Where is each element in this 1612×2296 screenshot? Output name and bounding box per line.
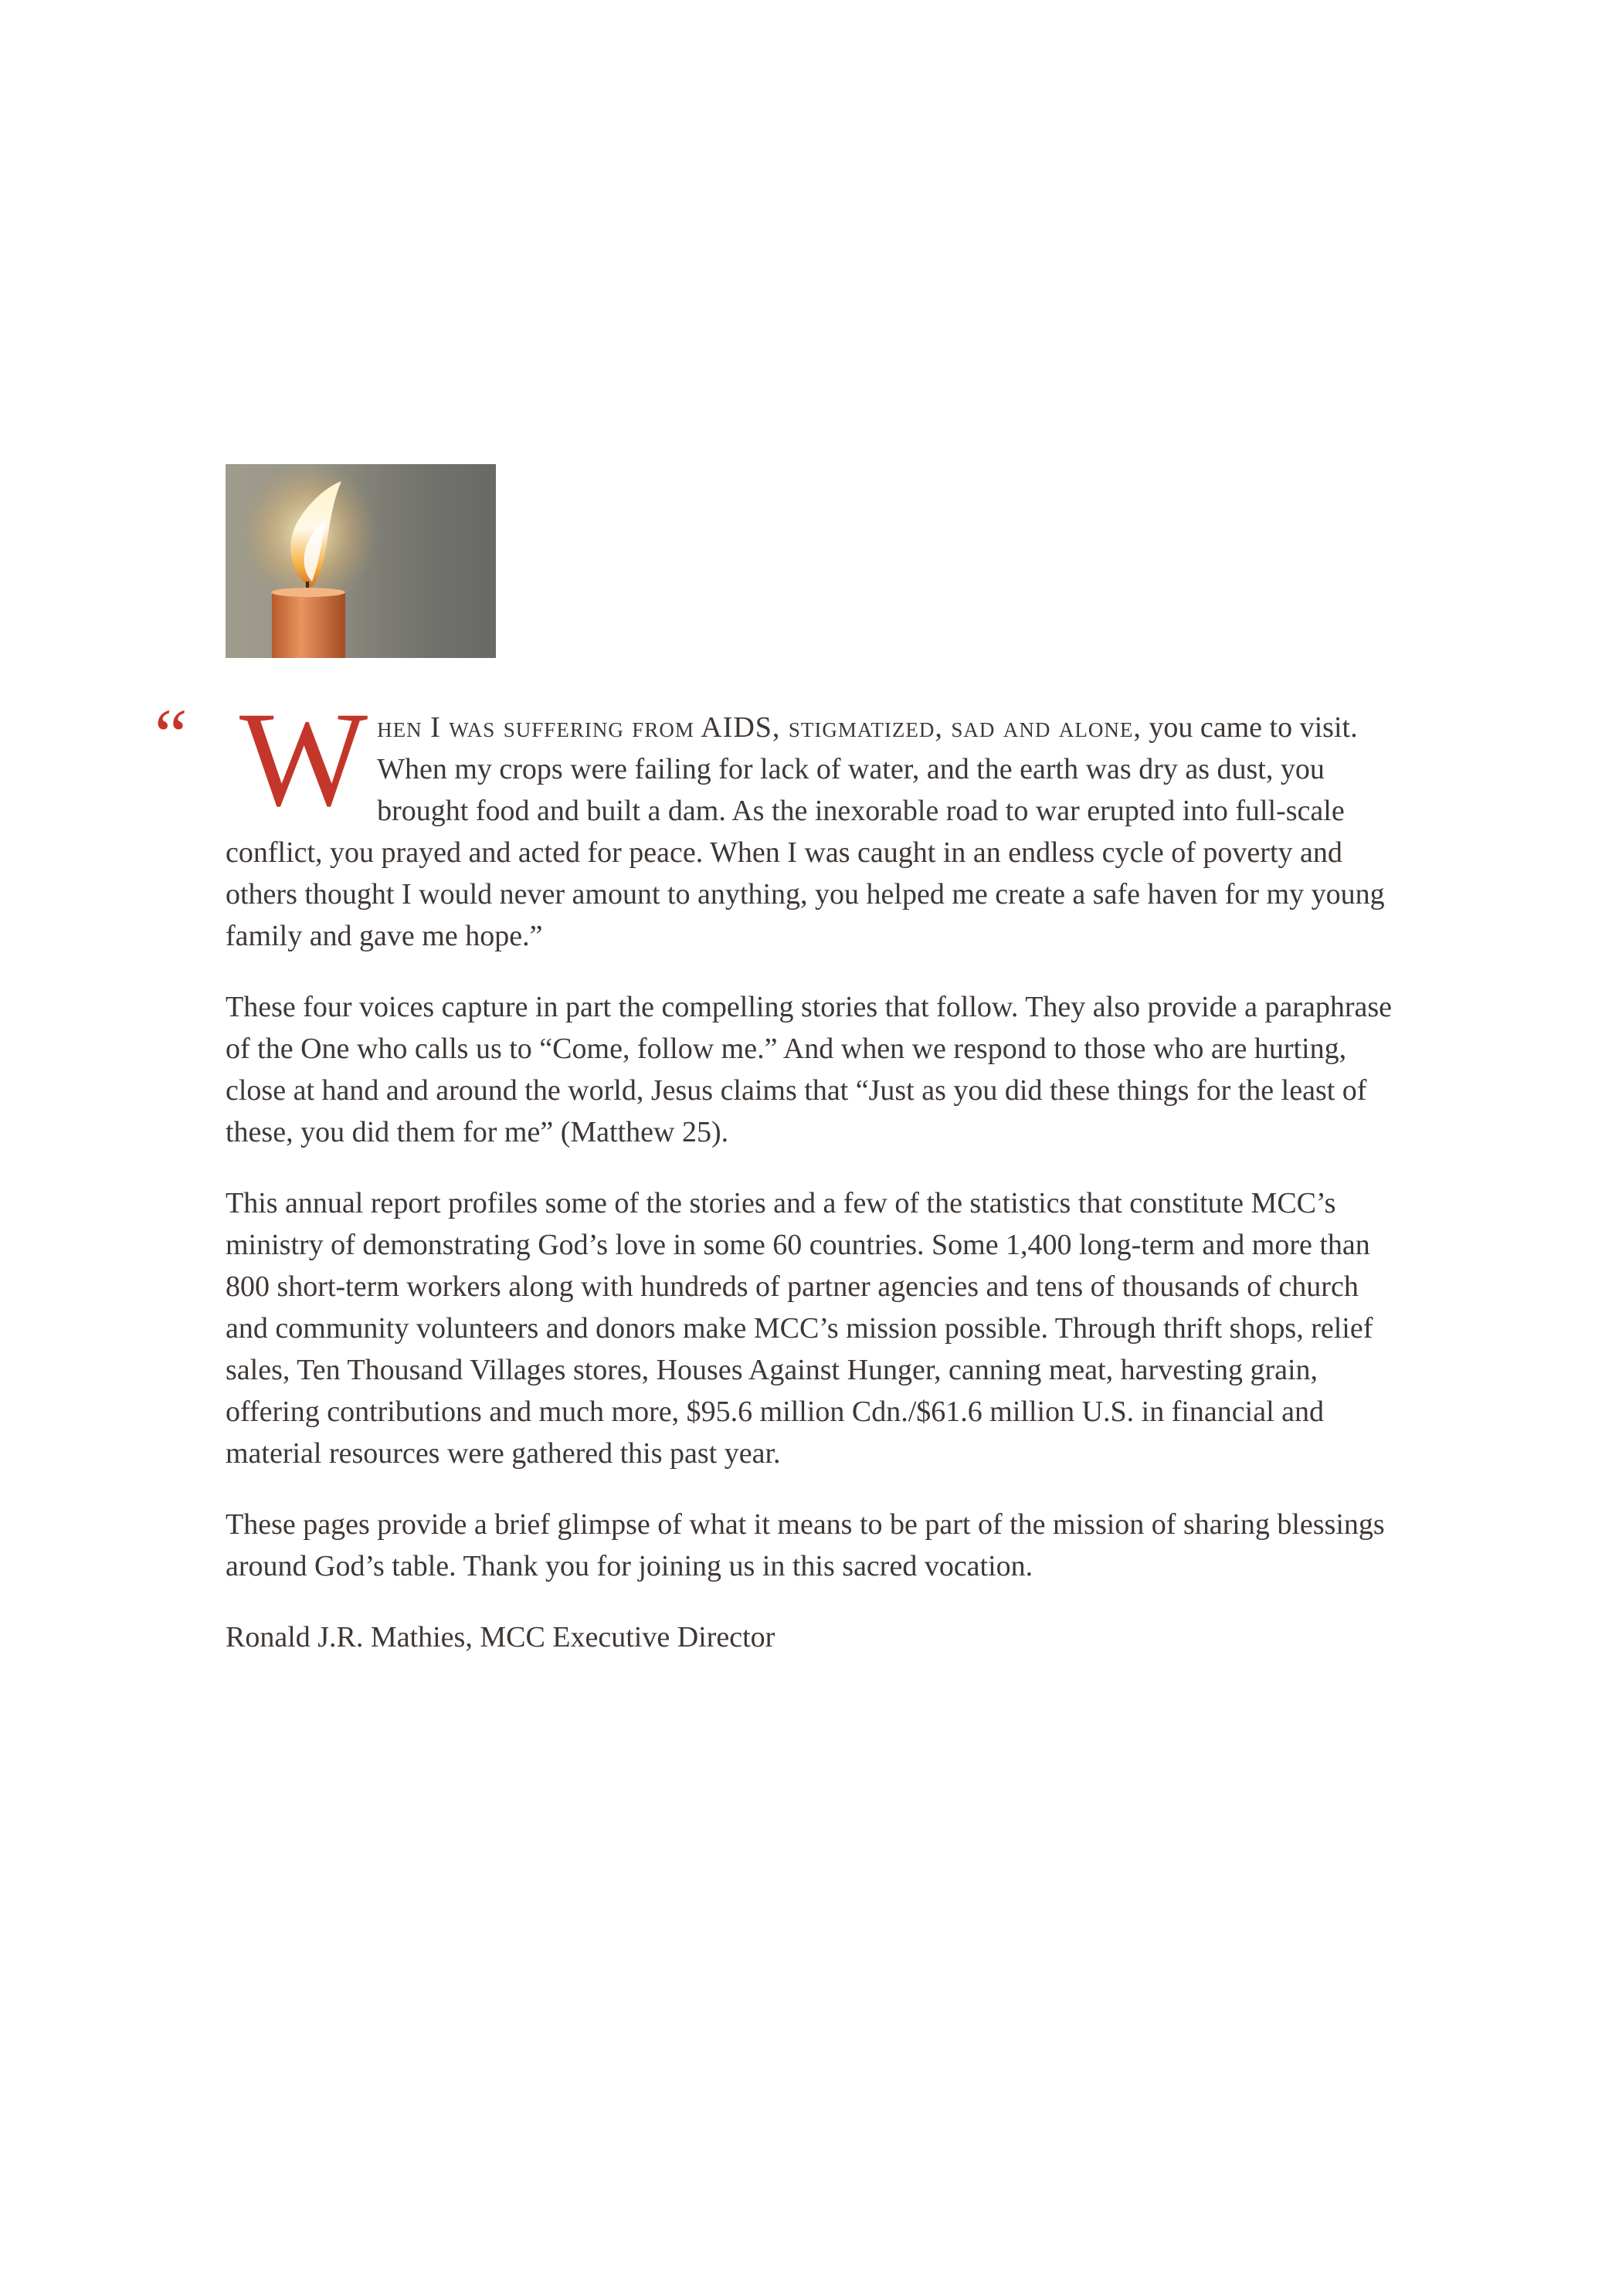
drop-cap: W [239, 684, 368, 835]
paragraph-3: These pages provide a brief glimpse of what it means to be part of the mission of sharing blessings around God’s table. Thank you for joining us in this sacred vocation. [226, 1508, 1385, 1582]
paragraph-2: This annual report profiles some of the stories and a few of the statistics that constitute MCC’s ministry of demonstrating God’s love in some 60 countries. Some 1,400 long-term and more than 800 short-term workers along with hundreds of partner agencies and tens of thousands of church and community volunteers and donors make MCC’s mission possible. Through thrift shops, relief sales, Ten Thousand Villages stores, Houses Against Hunger, canning meat, harvesting grain, offering contributions and much more, $95.6 million Cdn./$61.6 million U.S. in financial and material resources were gathered this past year. [226, 1187, 1373, 1470]
paragraph-1: These four voices capture in part the compelling stories that follow. They also provide a paraphrase of the One who calls us to “Come, follow me.” And when we respond to those who are hurting, close at hand and around the world, Jesus claims that “Just as you did these things for the least of these, you did them for me” (Matthew 25). [226, 991, 1392, 1148]
open-quote-mark: “ [154, 694, 188, 776]
signature: Ronald J.R. Mathies, MCC Executive Director [226, 1621, 775, 1653]
candle-flame-photo [226, 464, 496, 658]
quote-lead-in: hen I was suffering from AIDS, stigmatized, sad and alone, [377, 711, 1142, 744]
quote-body: you came to visit. When my crops were failing for lack of water, and the earth was dry as dust, you brought food and built a dam. As the inexorable road to war erupted into full-scale conflict, you prayed and acted for peace. When I was caught in an endless cycle of poverty and others thought I would never amount to anything, you helped me create a safe haven for my young family and gave me hope.” [226, 711, 1385, 952]
candle-photo [226, 464, 496, 658]
main-text [226, 684, 1400, 1687]
quote-paragraph [226, 684, 1400, 957]
